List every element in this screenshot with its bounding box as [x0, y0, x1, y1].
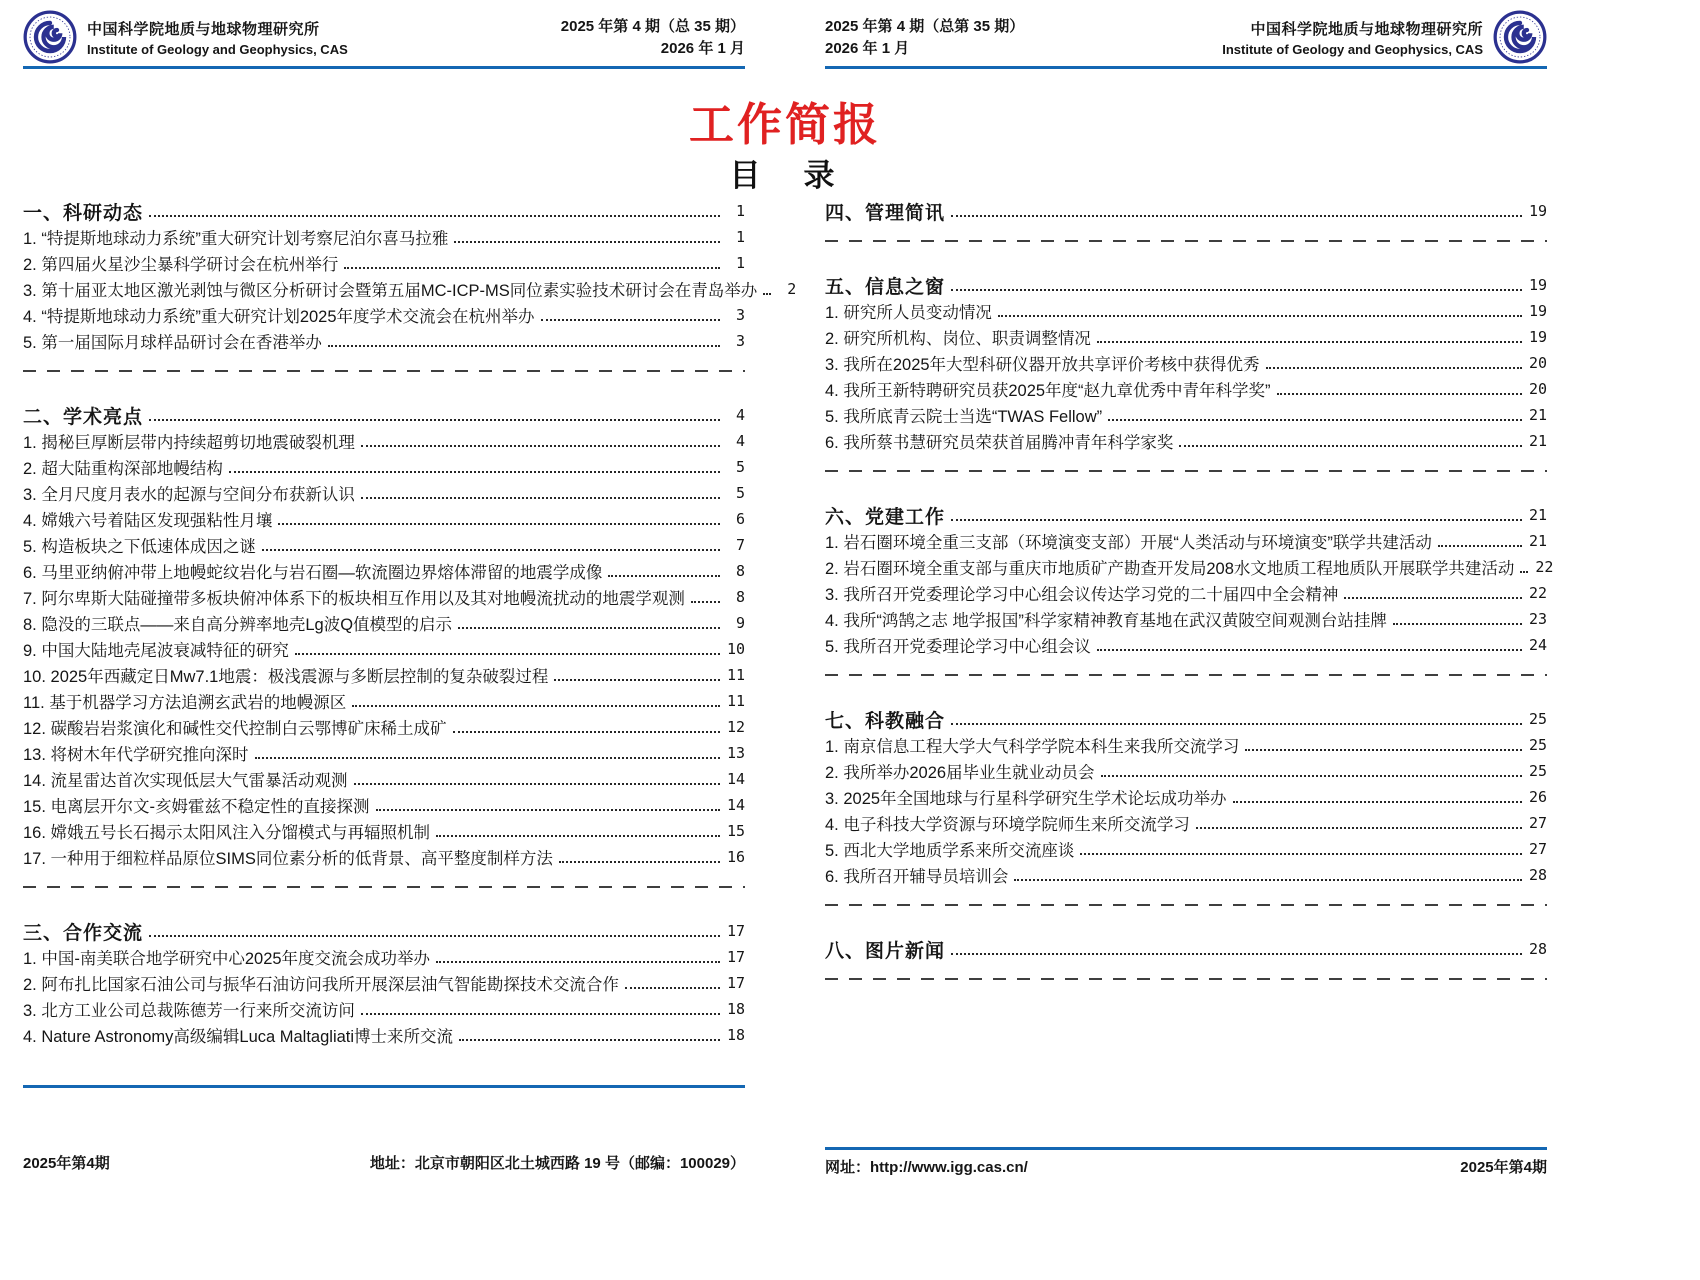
dotted-leader	[559, 861, 720, 863]
toc-section-heading-row	[825, 706, 1547, 732]
institute-brand	[1222, 10, 1547, 64]
toc-page-number: 3	[735, 306, 745, 324]
dotted-leader	[625, 987, 720, 989]
issue-date: 2026 年 1 月	[825, 40, 910, 57]
toc-page-number: 8	[735, 562, 745, 580]
toc-entry-text: 2. 超大陆重构深部地幔结构	[23, 460, 223, 478]
dotted-leader	[278, 523, 720, 525]
dotted-leader	[1393, 623, 1522, 625]
toc-entry-text: 3. 我所在2025年大型科研仪器开放共享评价考核中获得优秀	[825, 356, 1260, 374]
toc-page-number: 19	[1528, 202, 1547, 220]
dashed-section-divider	[825, 470, 1547, 472]
header-rule-right	[825, 66, 1547, 69]
toc-entry-text: 11. 基于机器学习方法追溯玄武岩的地幔源区	[23, 694, 347, 712]
toc-item-row	[23, 688, 745, 714]
dotted-leader	[436, 835, 720, 837]
toc-item-row	[23, 792, 745, 818]
toc-item-row	[23, 454, 745, 480]
toc-page-number: 11	[726, 666, 745, 684]
dotted-leader	[361, 497, 720, 499]
toc-heading: 目 录	[729, 158, 841, 193]
toc-entry-text: 9. 中国大陆地壳尾波衰减特征的研究	[23, 642, 289, 660]
toc-entry-text: 6. 我所召开辅导员培训会	[825, 868, 1009, 886]
toc-page-number: 1	[735, 228, 745, 246]
toc-entry-text: 3. 2025年全国地球与行星科学研究生学术论坛成功举办	[825, 790, 1227, 808]
toc-section-heading-row	[825, 502, 1547, 528]
toc-entry-text: 4. 电子科技大学资源与环境学院师生来所交流学习	[825, 816, 1190, 834]
toc-page-number: 27	[1528, 840, 1547, 858]
toc-section-heading-row	[825, 272, 1547, 298]
toc-entry-text: 2. 阿布扎比国家石油公司与振华石油访问我所开展深层油气智能勘探技术交流合作	[23, 976, 619, 994]
dotted-leader	[361, 1013, 720, 1015]
toc-page-number: 5	[735, 484, 745, 502]
dashed-section-divider	[825, 240, 1547, 242]
dotted-leader	[1097, 341, 1522, 343]
toc-item-row	[825, 632, 1547, 658]
dotted-leader	[1438, 545, 1522, 547]
toc-column-right	[825, 198, 1554, 1010]
toc-item-row	[23, 944, 745, 970]
dotted-leader	[1097, 649, 1522, 651]
right-page-footer	[825, 1156, 1547, 1177]
dotted-leader	[1179, 445, 1522, 447]
dotted-leader	[998, 315, 1522, 317]
toc-page-number: 22	[1535, 558, 1554, 576]
dotted-leader	[459, 1039, 720, 1041]
toc-page-number: 20	[1528, 380, 1547, 398]
toc-entry-text: 5. 我所召开党委理论学习中心组会议	[825, 638, 1091, 656]
institute-brand	[23, 10, 348, 64]
dotted-leader	[361, 445, 720, 447]
dotted-leader	[763, 293, 771, 295]
dotted-leader	[1277, 393, 1522, 395]
toc-item-row	[825, 580, 1547, 606]
toc-entry-text: 8. 隐没的三联点——来自高分辨率地壳Lg波Q值模型的启示	[23, 616, 453, 634]
toc-page-number: 14	[726, 796, 745, 814]
toc-entry-text: 17. 一种用于细粒样品原位SIMS同位素分析的低背景、高平整度制样方法	[23, 850, 553, 868]
toc-item-row	[825, 376, 1547, 402]
toc-item-row	[825, 528, 1547, 554]
toc-item-row	[23, 740, 745, 766]
toc-entry-text: 八、图片新闻	[825, 940, 946, 962]
toc-page-number: 19	[1528, 302, 1547, 320]
dotted-leader	[344, 267, 720, 269]
bulletin-title: 工作简报	[688, 100, 881, 150]
header-rule-left	[23, 66, 745, 69]
toc-item-row	[825, 324, 1547, 350]
toc-page-number: 13	[726, 744, 745, 762]
dotted-leader	[376, 809, 720, 811]
dotted-leader	[436, 961, 720, 963]
dotted-leader	[608, 575, 720, 577]
dotted-leader	[262, 549, 720, 551]
toc-section-heading-row	[23, 918, 745, 944]
toc-page-number: 21	[1528, 406, 1547, 424]
toc-page-number: 25	[1528, 710, 1547, 728]
toc-entry-text: 4. Nature Astronomy高级编辑Luca Maltagliati博士来所交流	[23, 1028, 454, 1046]
institute-name-cn: 中国科学院地质与地球物理研究所	[87, 20, 320, 38]
toc-entry-text: 3. 北方工业公司总裁陈德芳一行来所交流访问	[23, 1002, 355, 1020]
toc-page-number: 9	[735, 614, 745, 632]
toc-page-number: 20	[1528, 354, 1547, 372]
toc-item-row	[23, 996, 745, 1022]
toc-page-number: 4	[735, 406, 745, 424]
toc-item-row	[23, 844, 745, 870]
toc-item-row	[23, 714, 745, 740]
toc-entry-text: 三、合作交流	[23, 922, 144, 944]
toc-page-number: 21	[1528, 532, 1547, 550]
toc-item-row	[23, 224, 745, 250]
dotted-leader	[951, 953, 1522, 955]
footer-rule-left	[23, 1085, 745, 1088]
toc-entry-text: 4. 我所“鸿鹄之志 地学报国”科学家精神教育基地在武汉黄陂空间观测台站挂牌	[825, 612, 1387, 630]
toc-item-row	[825, 810, 1547, 836]
toc-page-number: 28	[1528, 940, 1547, 958]
toc-item-row	[825, 732, 1547, 758]
dotted-leader	[354, 783, 720, 785]
dashed-section-divider	[825, 674, 1547, 676]
toc-entry-text: 六、党建工作	[825, 506, 946, 528]
dotted-leader	[295, 653, 720, 655]
toc-entry-text: 10. 2025年西藏定日Mw7.1地震：极浅震源与多断层控制的复杂破裂过程	[23, 668, 549, 686]
institute-seal-icon	[1493, 10, 1547, 64]
toc-entry-text: 七、科教融合	[825, 710, 946, 732]
toc-item-row	[23, 328, 745, 354]
toc-item-row	[23, 480, 745, 506]
toc-entry-text: 1. “特提斯地球动力系统”重大研究计划考察尼泊尔喜马拉雅	[23, 230, 449, 248]
dotted-leader	[149, 215, 720, 217]
dotted-leader	[951, 723, 1522, 725]
dotted-leader	[554, 679, 720, 681]
toc-item-row	[23, 532, 745, 558]
dotted-leader	[1014, 879, 1522, 881]
dashed-section-divider	[23, 886, 745, 888]
toc-section-heading-row	[23, 198, 745, 224]
toc-item-row	[23, 302, 745, 328]
issue-number: 2025 年第 4 期（总 35 期）	[560, 18, 745, 35]
toc-entry-text: 五、信息之窗	[825, 276, 946, 298]
footer-issue: 2025年第4期	[1460, 1159, 1547, 1176]
issue-info	[825, 16, 1024, 60]
toc-entry-text: 4. “特提斯地球动力系统”重大研究计划2025年度学术交流会在杭州举办	[23, 308, 535, 326]
footer-rule-right	[825, 1147, 1547, 1150]
toc-page-number: 3	[735, 332, 745, 350]
toc-page-number: 25	[1528, 762, 1547, 780]
toc-entry-text: 2. 岩石圈环境全重支部与重庆市地质矿产勘查开发局208水文地质工程地质队开展联学共建活动	[825, 560, 1515, 578]
toc-entry-text: 一、科研动态	[23, 202, 144, 224]
toc-entry-text: 5. 西北大学地质学系来所交流座谈	[825, 842, 1075, 860]
toc-entry-text: 15. 电离层开尔文-亥姆霍兹不稳定性的直接探测	[23, 798, 370, 816]
toc-item-row	[23, 506, 745, 532]
toc-page-number: 10	[726, 640, 745, 658]
toc-page-number: 23	[1528, 610, 1547, 628]
toc-page-number: 14	[726, 770, 745, 788]
toc-item-row	[825, 784, 1547, 810]
dotted-leader	[951, 289, 1522, 291]
toc-page-number: 21	[1528, 432, 1547, 450]
toc-item-row	[825, 836, 1547, 862]
institute-name-en: Institute of Geology and Geophysics, CAS	[1222, 41, 1483, 57]
dotted-leader	[1266, 367, 1522, 369]
toc-item-row	[23, 766, 745, 792]
toc-page-number: 18	[726, 1026, 745, 1044]
toc-page-number: 21	[1528, 506, 1547, 524]
toc-page-number: 6	[735, 510, 745, 528]
toc-entry-text: 四、管理简讯	[825, 202, 946, 224]
dashed-section-divider	[825, 904, 1547, 906]
toc-page-number: 1	[735, 202, 745, 220]
toc-item-row	[825, 298, 1547, 324]
dotted-leader	[1520, 571, 1528, 573]
toc-entry-text: 5. 构造板块之下低速体成因之谜	[23, 538, 256, 556]
toc-page-number: 12	[726, 718, 745, 736]
toc-page-number: 17	[726, 974, 745, 992]
toc-item-row	[23, 428, 745, 454]
dotted-leader	[1344, 597, 1522, 599]
institute-name-block	[1222, 18, 1483, 57]
toc-page-number: 16	[726, 848, 745, 866]
toc-page-number: 1	[735, 254, 745, 272]
toc-page-number: 28	[1528, 866, 1547, 884]
dotted-leader	[541, 319, 720, 321]
toc-entry-text: 1. 南京信息工程大学大气科学学院本科生来我所交流学习	[825, 738, 1240, 756]
toc-item-row	[23, 818, 745, 844]
toc-entry-text: 1. 中国-南美联合地学研究中心2025年度交流会成功举办	[23, 950, 431, 968]
dotted-leader	[352, 705, 720, 707]
toc-entry-text: 2. 研究所机构、岗位、职责调整情况	[825, 330, 1091, 348]
toc-entry-text: 4. 嫦娥六号着陆区发现强粘性月壤	[23, 512, 273, 530]
toc-entry-text: 5. 第一届国际月球样品研讨会在香港举办	[23, 334, 322, 352]
dotted-leader	[229, 471, 720, 473]
toc-page-number: 18	[726, 1000, 745, 1018]
toc-entry-text: 1. 研究所人员变动情况	[825, 304, 992, 322]
toc-entry-text: 16. 嫦娥五号长石揭示太阳风注入分馏模式与再辐照机制	[23, 824, 431, 842]
toc-page-number: 2	[787, 280, 797, 298]
toc-entry-text: 3. 第十届亚太地区激光剥蚀与微区分析研讨会暨第五届MC-ICP-MS同位素实验技术研讨会在青岛举办	[23, 282, 758, 300]
dotted-leader	[691, 601, 720, 603]
toc-column-left	[23, 198, 797, 1048]
issue-number: 2025 年第 4 期（总第 35 期）	[825, 18, 1025, 35]
right-page-header	[825, 10, 1547, 64]
toc-page-number: 5	[735, 458, 745, 476]
dotted-leader	[1080, 853, 1522, 855]
toc-page-number: 7	[735, 536, 745, 554]
dotted-leader	[1108, 419, 1522, 421]
toc-entry-text: 2. 我所举办2026届毕业生就业动员会	[825, 764, 1095, 782]
toc-item-row	[825, 758, 1547, 784]
issue-date: 2026 年 1 月	[660, 40, 745, 57]
toc-entry-text: 14. 流星雷达首次实现低层大气雷暴活动观测	[23, 772, 348, 790]
dotted-leader	[1101, 775, 1522, 777]
toc-item-row	[23, 276, 797, 302]
footer-issue: 2025年第4期	[23, 1155, 110, 1172]
toc-page-number: 8	[735, 588, 745, 606]
toc-entry-text: 4. 我所王新特聘研究员获2025年度“赵九章优秀中青年科学奖”	[825, 382, 1271, 400]
toc-entry-text: 12. 碳酸岩岩浆演化和碱性交代控制白云鄂博矿床稀土成矿	[23, 720, 447, 738]
footer-address: 地址：北京市朝阳区北土城西路 19 号（邮编：100029）	[369, 1155, 745, 1172]
toc-item-row	[23, 636, 745, 662]
toc-entry-text: 3. 全月尺度月表水的起源与空间分布获新认识	[23, 486, 355, 504]
toc-page-number: 4	[735, 432, 745, 450]
dotted-leader	[149, 419, 720, 421]
toc-item-row	[23, 558, 745, 584]
toc-item-row	[825, 606, 1547, 632]
dotted-leader	[328, 345, 720, 347]
institute-seal-icon	[23, 10, 77, 64]
toc-item-row	[23, 1022, 745, 1048]
toc-item-row	[23, 250, 745, 276]
toc-page-number: 17	[726, 922, 745, 940]
dashed-section-divider	[825, 978, 1547, 980]
dotted-leader	[255, 757, 720, 759]
toc-entry-text: 二、学术亮点	[23, 406, 144, 428]
dotted-leader	[1196, 827, 1522, 829]
toc-page-number: 24	[1528, 636, 1547, 654]
toc-section-heading-row	[825, 198, 1547, 224]
toc-item-row	[23, 584, 745, 610]
toc-page-number: 17	[726, 948, 745, 966]
dotted-leader	[1245, 749, 1522, 751]
toc-entry-text: 6. 我所蔡书慧研究员荣获首届腾冲青年科学家奖	[825, 434, 1174, 452]
left-page-header	[23, 10, 745, 64]
dotted-leader	[453, 731, 720, 733]
dotted-leader	[951, 215, 1522, 217]
toc-page-number: 11	[726, 692, 745, 710]
left-page-footer	[23, 1152, 745, 1173]
institute-name-cn: 中国科学院地质与地球物理研究所	[1250, 20, 1483, 38]
footer-website: 网址：http://www.igg.cas.cn/	[825, 1159, 1028, 1176]
toc-page-number: 27	[1528, 814, 1547, 832]
toc-entry-text: 13. 将树木年代学研究推向深时	[23, 746, 249, 764]
toc-page-number: 26	[1528, 788, 1547, 806]
toc-entry-text: 6. 马里亚纳俯冲带上地幔蛇纹岩化与岩石圈—软流圈边界熔体滞留的地震学成像	[23, 564, 603, 582]
institute-name-en: Institute of Geology and Geophysics, CAS	[87, 41, 348, 57]
dotted-leader	[454, 241, 720, 243]
toc-item-row	[23, 662, 745, 688]
toc-entry-text: 7. 阿尔卑斯大陆碰撞带多板块俯冲体系下的板块相互作用以及其对地幔流扰动的地震学观测	[23, 590, 685, 608]
toc-entry-text: 3. 我所召开党委理论学习中心组会议传达学习党的二十届四中全会精神	[825, 586, 1339, 604]
toc-page-number: 15	[726, 822, 745, 840]
toc-section-heading-row	[23, 402, 745, 428]
toc-item-row	[23, 970, 745, 996]
toc-item-row	[825, 554, 1554, 580]
institute-name-block	[87, 18, 348, 57]
toc-section-heading-row	[825, 936, 1547, 962]
dotted-leader	[149, 935, 720, 937]
toc-item-row	[825, 402, 1547, 428]
toc-item-row	[825, 350, 1547, 376]
toc-page-number: 22	[1528, 584, 1547, 602]
toc-page-number: 25	[1528, 736, 1547, 754]
issue-info	[561, 16, 745, 60]
toc-page-number: 19	[1528, 276, 1547, 294]
toc-item-row	[23, 610, 745, 636]
toc-entry-text: 1. 揭秘巨厚断层带内持续超剪切地震破裂机理	[23, 434, 355, 452]
toc-entry-text: 1. 岩石圈环境全重三支部（环境演变支部）开展“人类活动与环境演变”联学共建活动	[825, 534, 1432, 552]
toc-page-number: 19	[1528, 328, 1547, 346]
dashed-section-divider	[23, 370, 745, 372]
toc-item-row	[825, 862, 1547, 888]
dotted-leader	[1233, 801, 1522, 803]
toc-entry-text: 5. 我所底青云院士当选“TWAS Fellow”	[825, 408, 1103, 426]
dotted-leader	[458, 627, 720, 629]
toc-item-row	[825, 428, 1547, 454]
toc-entry-text: 2. 第四届火星沙尘暴科学研讨会在杭州举行	[23, 256, 339, 274]
dotted-leader	[951, 519, 1522, 521]
